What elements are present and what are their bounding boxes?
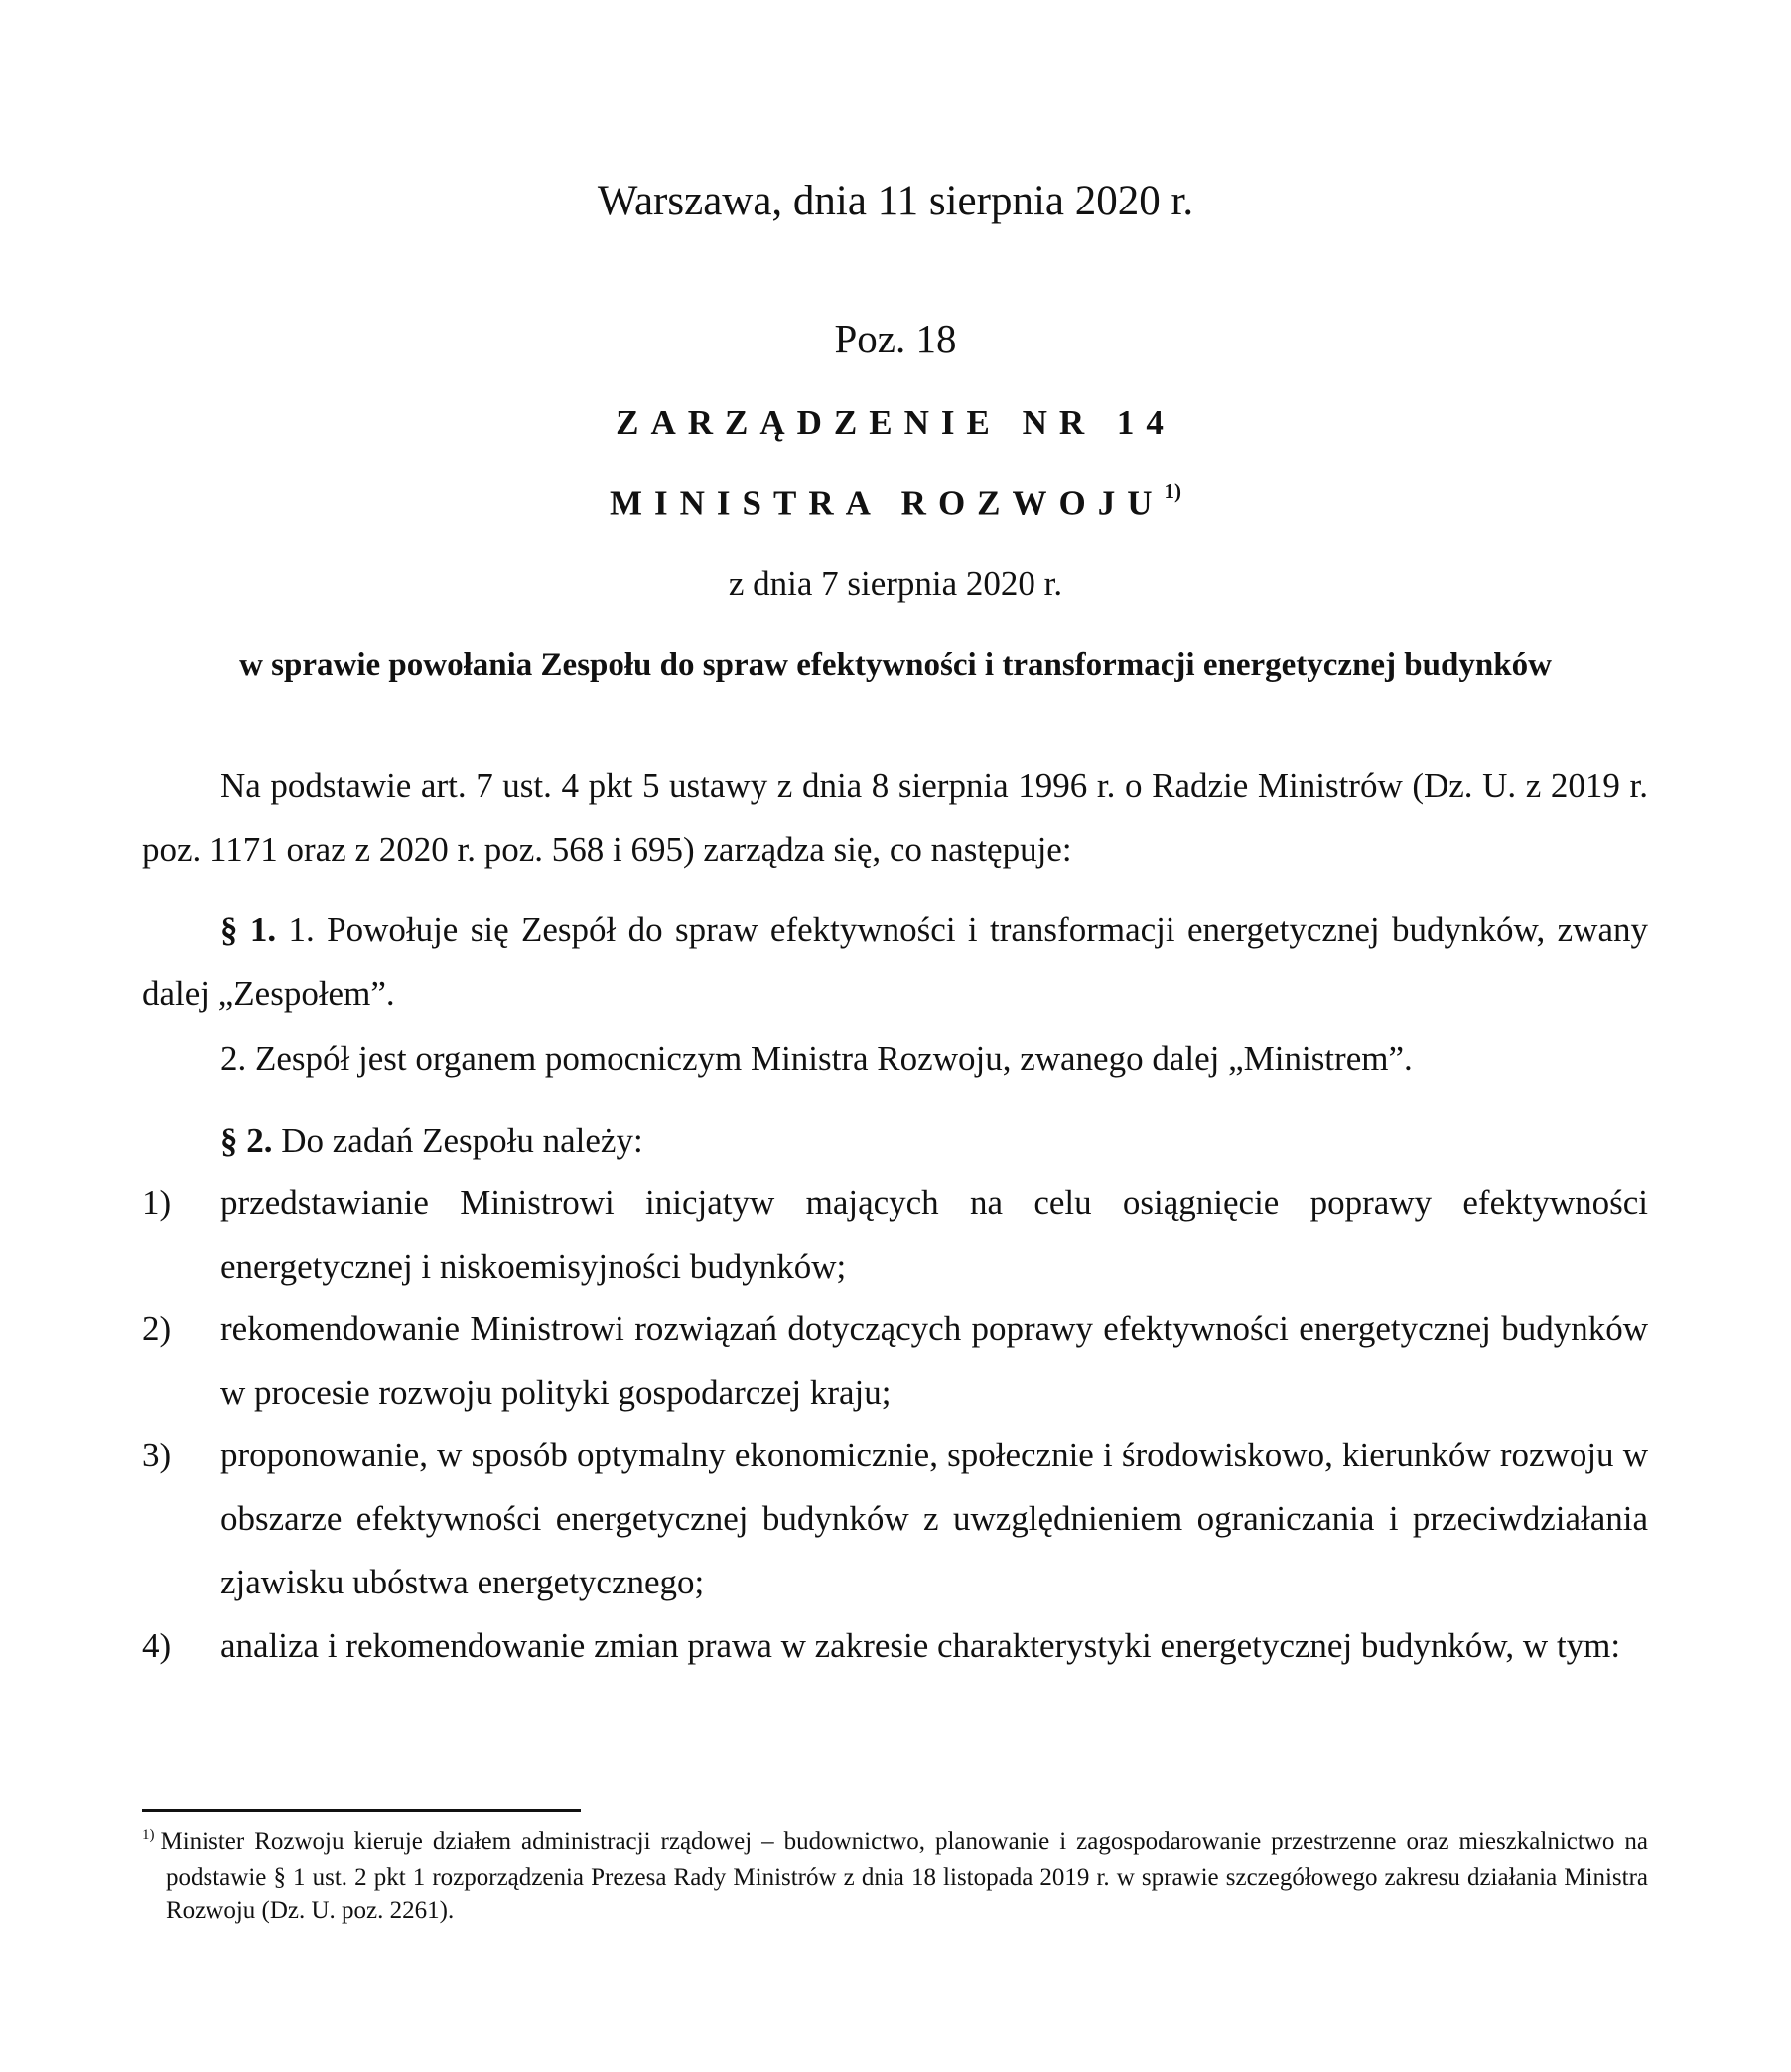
section-1-point-1-text: 1. Powołuje się Zespół do spraw efektywności i transformacji energetycznej budynków, zwany dalej „Zespołem”. — [142, 910, 1648, 1013]
minister-title — [0, 480, 1791, 524]
list-item-number: 2) — [142, 1310, 172, 1348]
footnote-body — [142, 1825, 1648, 1927]
document-subject: w sprawie powołania Zespołu do spraw efektywności i transformacji energetycznej budynków — [239, 647, 1552, 683]
date-line: Warszawa, dnia 11 sierpnia 2020 r. — [597, 178, 1194, 224]
list-item-text: analiza i rekomendowanie zmian prawa w zakresie charakterystyki energetycznej budynków, w tym: — [220, 1626, 1621, 1665]
footnote-mark: 1) — [142, 1827, 155, 1843]
minister-title-text: MINISTRA ROZWOJU — [609, 483, 1165, 523]
legal-basis-paragraph: Na podstawie art. 7 ust. 4 pkt 5 ustawy z dnia 8 sierpnia 1996 r. o Radzie Ministrów (Dz. U. z 2019 r. poz. 1171 oraz z 2020 r. poz. 568 i 695) zarządza się, co następuje: — [142, 766, 1648, 869]
footnote — [142, 1825, 1648, 1927]
list-item-text: rekomendowanie Ministrowi rozwiązań dotyczących poprawy efektywności energetycznej budynków w procesie rozwoju polityki gospodarczej kraju; — [220, 1310, 1648, 1412]
section-1-point-2: 2. Zespół jest organem pomocniczym Ministra Rozwoju, zwanego dalej „Ministrem”. — [220, 1039, 1413, 1078]
section-2-intro — [142, 1109, 1648, 1173]
section-2-intro-text: Do zadań Zespołu należy: — [281, 1121, 643, 1160]
list-item-number: 1) — [142, 1183, 172, 1222]
footnote-text: Minister Rozwoju kieruje działem administracji rządowej – budownictwo, planowanie i zagospodarowanie przestrzenne oraz mieszkalnictwo na podstawie § 1 ust. 2 pkt 1 rozporządzenia Prezesa Rady Ministrów z dnia 18 listopada 2019 r. w sprawie szczegółowego zakresu działania Ministra Rozwoju (Dz. U. poz. 2261). — [160, 1828, 1648, 1924]
position-number: Poz. 18 — [834, 316, 957, 361]
list-item-number: 4) — [142, 1626, 172, 1665]
footnote-divider — [142, 1809, 581, 1812]
footnote-reference: 1) — [1164, 480, 1182, 503]
list-item-text: przedstawianie Ministrowi inicjatyw mających na celu osiągnięcie poprawy efektywności energetycznej i niskoemisyjności budynków; — [220, 1183, 1648, 1286]
section-1-point-1 — [142, 898, 1648, 1026]
section-2-label: § 2. — [220, 1121, 273, 1160]
list-item-number: 3) — [142, 1436, 172, 1474]
issue-date: z dnia 7 sierpnia 2020 r. — [728, 564, 1063, 603]
section-1-label: § 1. — [220, 910, 277, 949]
list-item-text: proponowanie, w sposób optymalny ekonomicznie, społecznie i środowiskowo, kierunków rozwoju w obszarze efektywności energetycznej budynków z uwzględnieniem ograniczania i przeciwdziałania zjawisku ubóstwa energetycznego; — [220, 1436, 1648, 1601]
order-title: ZARZĄDZENIE NR 14 — [616, 403, 1175, 442]
